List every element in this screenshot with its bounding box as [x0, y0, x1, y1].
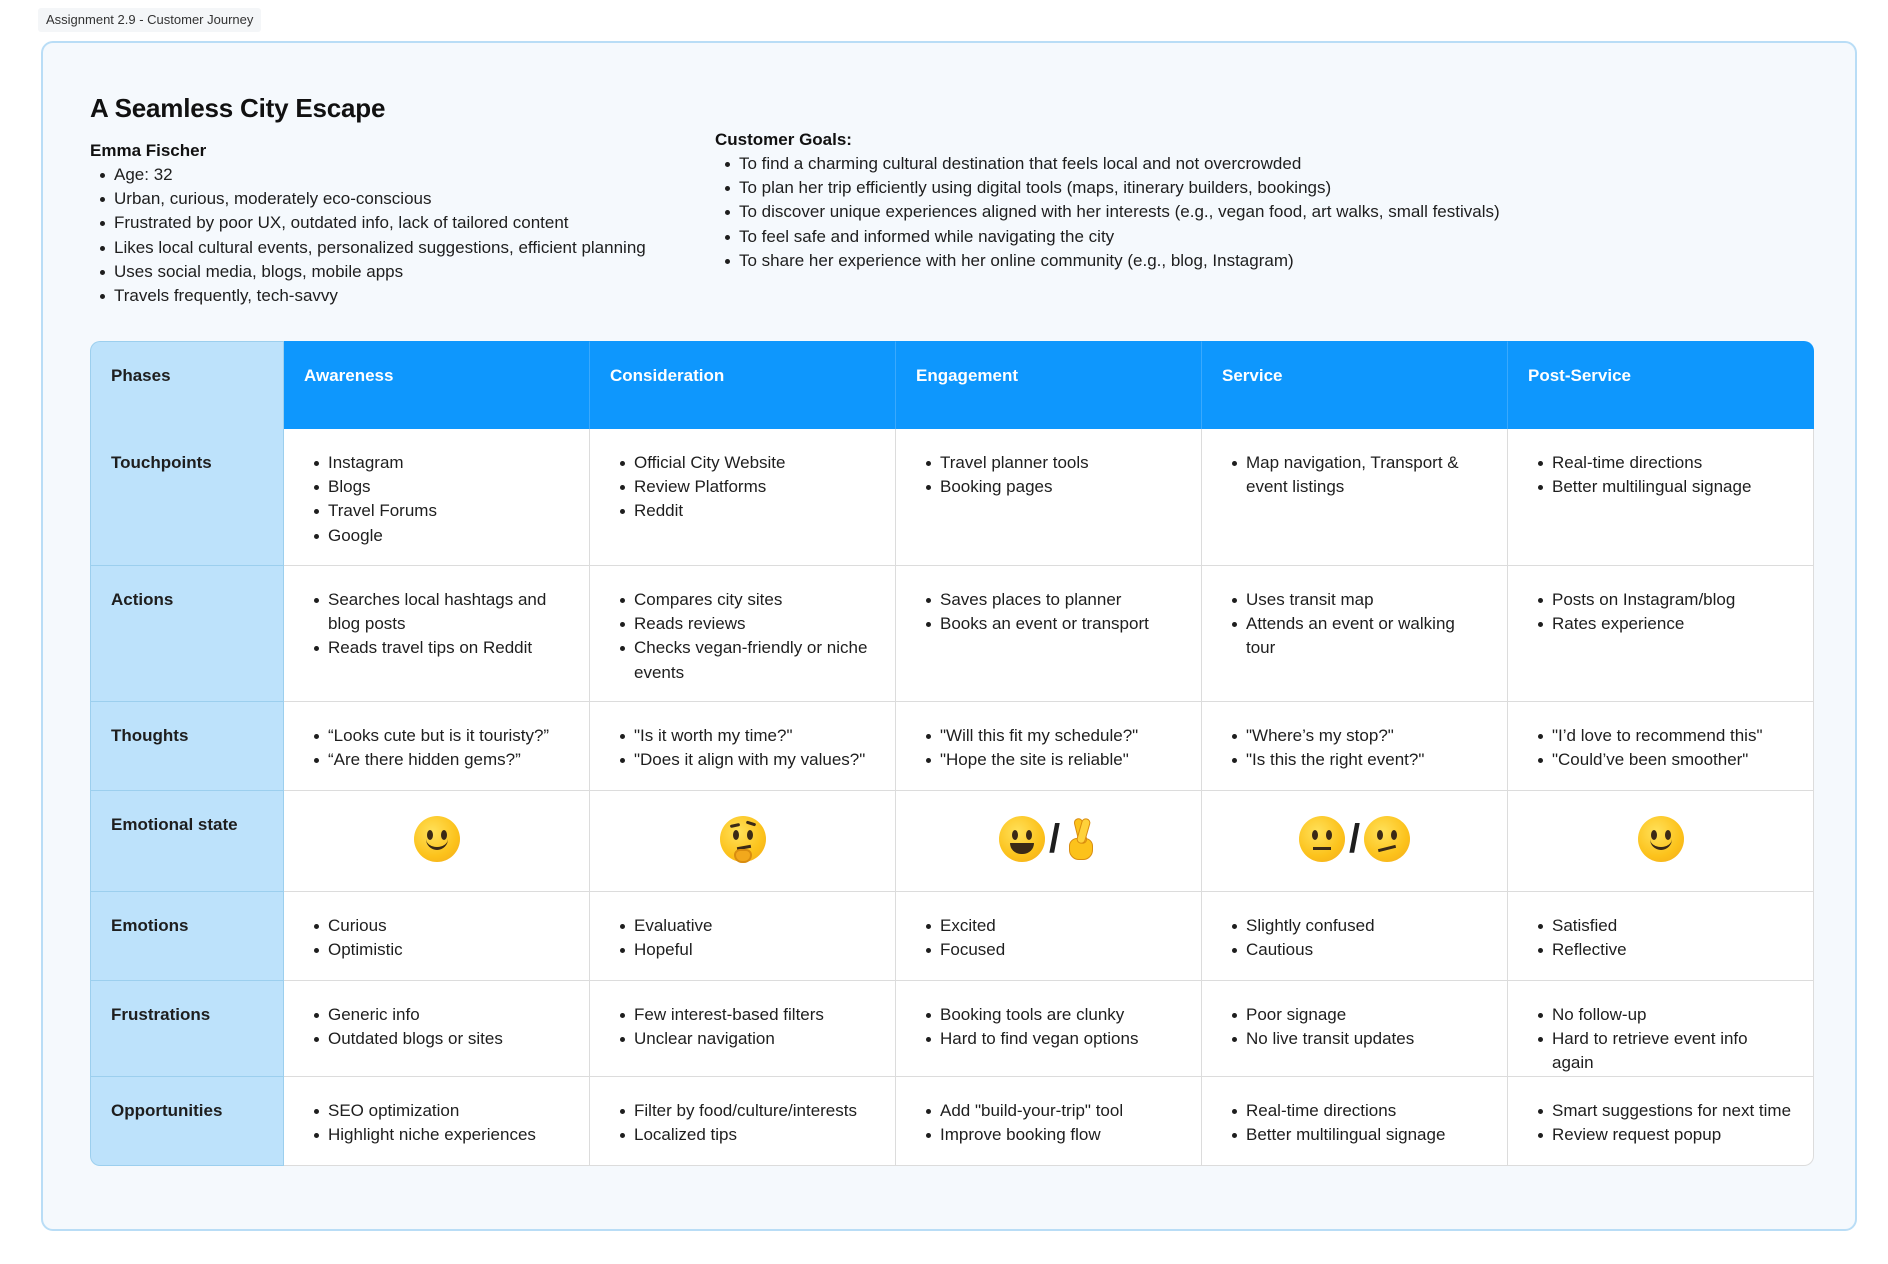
grinning-face-icon: [999, 816, 1045, 862]
customer-goals-block: [715, 128, 1615, 273]
cell-emotions-post-service: [1508, 892, 1814, 981]
list-item: Reads reviews: [610, 612, 875, 636]
cell-frustrations-consideration: [590, 981, 896, 1077]
list-item: Unclear navigation: [610, 1027, 875, 1051]
list-item: Checks vegan-friendly or niche events: [610, 636, 875, 684]
row-emotional-state: [90, 791, 1814, 892]
cell-touchpoints-post-service: [1508, 429, 1814, 566]
row-emotions: [90, 892, 1814, 981]
list-item: Filter by food/culture/interests: [610, 1099, 875, 1123]
cell-actions-post-service: [1508, 566, 1814, 702]
cell-thoughts-engagement: [896, 702, 1202, 791]
cell-actions-consideration: [590, 566, 896, 702]
cell-touchpoints-awareness: [284, 429, 590, 566]
cell-list: [1222, 1003, 1487, 1051]
phase-header-consideration: Consideration: [590, 341, 896, 429]
list-item: Likes local cultural events, personalized suggestions, efficient planning: [90, 236, 690, 260]
list-item: Localized tips: [610, 1123, 875, 1147]
cell-list: [916, 451, 1181, 499]
cell-list: [610, 1099, 875, 1147]
cell-emotions-awareness: [284, 892, 590, 981]
list-item: Outdated blogs or sites: [304, 1027, 569, 1051]
cell-actions-service: [1202, 566, 1508, 702]
cell-emotional-state-consideration: [590, 791, 896, 892]
list-item: Saves places to planner: [916, 588, 1181, 612]
cell-frustrations-post-service: [1508, 981, 1814, 1077]
row-label-actions: Actions: [90, 566, 284, 702]
goals-heading: Customer Goals:: [715, 130, 852, 149]
cell-list: [1222, 914, 1487, 962]
phase-header-engagement: Engagement: [896, 341, 1202, 429]
list-item: Rates experience: [1528, 612, 1793, 636]
cell-list: [1528, 914, 1793, 962]
cell-opportunities-engagement: [896, 1077, 1202, 1166]
list-item: Booking pages: [916, 475, 1181, 499]
list-item: Blogs: [304, 475, 569, 499]
emotion-separator: /: [1348, 816, 1361, 861]
list-item: Add "build-your-trip" tool: [916, 1099, 1181, 1123]
journey-map-table: [90, 341, 1814, 1166]
cell-emotions-service: [1202, 892, 1508, 981]
list-item: Optimistic: [304, 938, 569, 962]
list-item: Curious: [304, 914, 569, 938]
row-label-emotional-state: Emotional state: [90, 791, 284, 892]
list-item: SEO optimization: [304, 1099, 569, 1123]
cell-actions-engagement: [896, 566, 1202, 702]
cell-list: [610, 588, 875, 685]
cell-thoughts-consideration: [590, 702, 896, 791]
list-item: To feel safe and informed while navigating the city: [715, 225, 1615, 249]
list-item: Hard to find vegan options: [916, 1027, 1181, 1051]
cell-list: [916, 914, 1181, 962]
cell-emotional-state-service: [1202, 791, 1508, 892]
list-item: "Is it worth my time?": [610, 724, 875, 748]
cell-list: [1222, 724, 1487, 772]
cell-frustrations-engagement: [896, 981, 1202, 1077]
phases-header-row: [90, 341, 1814, 429]
cell-emotional-state-post-service: [1508, 791, 1814, 892]
phase-header-service: Service: [1202, 341, 1508, 429]
list-item: Urban, curious, moderately eco-conscious: [90, 187, 690, 211]
list-item: To find a charming cultural destination that feels local and not overcrowded: [715, 152, 1615, 176]
list-item: "Does it align with my values?": [610, 748, 875, 772]
cell-list: [1528, 588, 1793, 636]
persona-name: Emma Fischer: [90, 141, 207, 160]
cell-thoughts-service: [1202, 702, 1508, 791]
list-item: Reflective: [1528, 938, 1793, 962]
list-item: To discover unique experiences aligned with her interests (e.g., vegan food, art walks, small festivals): [715, 200, 1615, 224]
cell-frustrations-awareness: [284, 981, 590, 1077]
list-item: "Will this fit my schedule?": [916, 724, 1181, 748]
row-label-touchpoints: Touchpoints: [90, 429, 284, 566]
list-item: Slightly confused: [1222, 914, 1487, 938]
list-item: Map navigation, Transport & event listings: [1222, 451, 1487, 499]
list-item: Evaluative: [610, 914, 875, 938]
row-label-emotions: Emotions: [90, 892, 284, 981]
crossed-fingers-icon: [1064, 816, 1098, 862]
list-item: “Looks cute but is it touristy?”: [304, 724, 569, 748]
list-item: Better multilingual signage: [1222, 1123, 1487, 1147]
list-item: Books an event or transport: [916, 612, 1181, 636]
list-item: Hard to retrieve event info again: [1528, 1027, 1793, 1075]
cell-list: [1528, 1003, 1793, 1076]
list-item: "Hope the site is reliable": [916, 748, 1181, 772]
cell-list: [610, 914, 875, 962]
cell-list: [1222, 451, 1487, 499]
list-item: Instagram: [304, 451, 569, 475]
list-item: Travels frequently, tech-savvy: [90, 284, 690, 308]
list-item: To share her experience with her online community (e.g., blog, Instagram): [715, 249, 1615, 273]
confused-face-icon: [1364, 816, 1410, 862]
cell-list: [1222, 588, 1487, 661]
list-item: Compares city sites: [610, 588, 875, 612]
list-item: No follow-up: [1528, 1003, 1793, 1027]
row-frustrations: [90, 981, 1814, 1077]
page-title: A Seamless City Escape: [90, 93, 386, 123]
cell-touchpoints-consideration: [590, 429, 896, 566]
list-item: Smart suggestions for next time: [1528, 1099, 1793, 1123]
list-item: Highlight niche experiences: [304, 1123, 569, 1147]
list-item: Satisfied: [1528, 914, 1793, 938]
cell-touchpoints-service: [1202, 429, 1508, 566]
cell-list: [610, 1003, 875, 1051]
list-item: Generic info: [304, 1003, 569, 1027]
cell-opportunities-post-service: [1508, 1077, 1814, 1166]
cell-actions-awareness: [284, 566, 590, 702]
row-touchpoints: [90, 429, 1814, 566]
cell-frustrations-service: [1202, 981, 1508, 1077]
cell-list: [304, 451, 569, 548]
slightly-smiling-face-icon: [1638, 816, 1684, 862]
list-item: Posts on Instagram/blog: [1528, 588, 1793, 612]
slightly-smiling-face-icon: [414, 816, 460, 862]
persona-block: [90, 139, 690, 308]
cell-list: [304, 588, 569, 661]
cell-list: [1222, 1099, 1487, 1147]
cell-list: [916, 724, 1181, 772]
cell-list: [916, 1099, 1181, 1147]
list-item: Age: 32: [90, 163, 690, 187]
list-item: Travel Forums: [304, 499, 569, 523]
list-item: Few interest-based filters: [610, 1003, 875, 1027]
list-item: Official City Website: [610, 451, 875, 475]
list-item: Focused: [916, 938, 1181, 962]
cell-list: [304, 1099, 569, 1147]
cell-thoughts-post-service: [1508, 702, 1814, 791]
cell-list: [304, 914, 569, 962]
list-item: Uses transit map: [1222, 588, 1487, 612]
frame-label[interactable]: Assignment 2.9 - Customer Journey: [38, 8, 261, 32]
list-item: "Is this the right event?": [1222, 748, 1487, 772]
emotion-separator: /: [1048, 816, 1061, 861]
list-item: No live transit updates: [1222, 1027, 1487, 1051]
cell-list: [610, 724, 875, 772]
cell-list: [1528, 1099, 1793, 1147]
cell-emotional-state-engagement: [896, 791, 1202, 892]
list-item: Improve booking flow: [916, 1123, 1181, 1147]
list-item: To plan her trip efficiently using digital tools (maps, itinerary builders, bookings): [715, 176, 1615, 200]
row-opportunities: [90, 1077, 1814, 1166]
list-item: "Where’s my stop?": [1222, 724, 1487, 748]
list-item: “Are there hidden gems?”: [304, 748, 569, 772]
neutral-face-icon: [1299, 816, 1345, 862]
cell-list: [610, 451, 875, 524]
list-item: Excited: [916, 914, 1181, 938]
list-item: Searches local hashtags and blog posts: [304, 588, 569, 636]
list-item: Attends an event or walking tour: [1222, 612, 1487, 660]
cell-opportunities-awareness: [284, 1077, 590, 1166]
cell-list: [304, 1003, 569, 1051]
cell-list: [304, 724, 569, 772]
row-label-frustrations: Frustrations: [90, 981, 284, 1077]
persona-traits: [90, 163, 690, 308]
list-item: Booking tools are clunky: [916, 1003, 1181, 1027]
list-item: Real-time directions: [1528, 451, 1793, 475]
list-item: Cautious: [1222, 938, 1487, 962]
phases-corner-header: Phases: [90, 341, 284, 429]
cell-list: [916, 588, 1181, 636]
cell-emotional-state-awareness: [284, 791, 590, 892]
list-item: "I’d love to recommend this": [1528, 724, 1793, 748]
cell-thoughts-awareness: [284, 702, 590, 791]
list-item: Reads travel tips on Reddit: [304, 636, 569, 660]
cell-list: [1528, 451, 1793, 499]
cell-emotions-consideration: [590, 892, 896, 981]
cell-touchpoints-engagement: [896, 429, 1202, 566]
cell-list: [916, 1003, 1181, 1051]
row-thoughts: [90, 702, 1814, 791]
list-item: Uses social media, blogs, mobile apps: [90, 260, 690, 284]
cell-emotions-engagement: [896, 892, 1202, 981]
row-label-opportunities: Opportunities: [90, 1077, 284, 1166]
thinking-face-icon: [720, 816, 766, 862]
goals-list: [715, 152, 1615, 273]
list-item: Better multilingual signage: [1528, 475, 1793, 499]
list-item: Poor signage: [1222, 1003, 1487, 1027]
list-item: Review request popup: [1528, 1123, 1793, 1147]
list-item: Hopeful: [610, 938, 875, 962]
row-actions: [90, 566, 1814, 702]
list-item: Real-time directions: [1222, 1099, 1487, 1123]
list-item: Review Platforms: [610, 475, 875, 499]
list-item: Google: [304, 524, 569, 548]
list-item: Frustrated by poor UX, outdated info, lack of tailored content: [90, 211, 690, 235]
cell-opportunities-service: [1202, 1077, 1508, 1166]
cell-list: [1528, 724, 1793, 772]
cell-opportunities-consideration: [590, 1077, 896, 1166]
phase-header-post-service: Post-Service: [1508, 341, 1814, 429]
list-item: "Could’ve been smoother": [1528, 748, 1793, 772]
list-item: Reddit: [610, 499, 875, 523]
journey-frame: [41, 41, 1857, 1231]
row-label-thoughts: Thoughts: [90, 702, 284, 791]
phase-header-awareness: Awareness: [284, 341, 590, 429]
list-item: Travel planner tools: [916, 451, 1181, 475]
